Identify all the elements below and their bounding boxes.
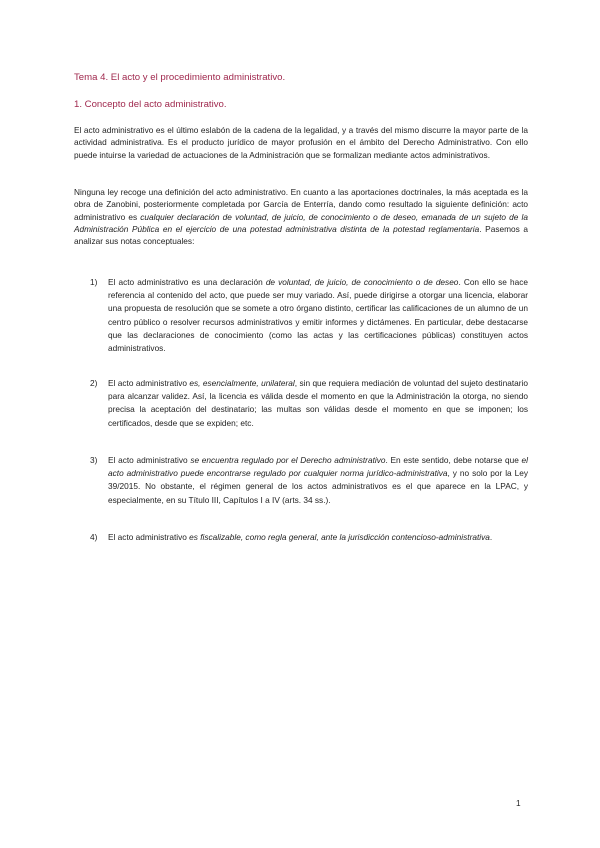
paragraph: Ninguna ley recoge una definición del acto administrativo. En cuanto a las aportaciones doctrinales, la más aceptada es la obra de Zanobini, posteriormente completada por García de Enterría, dando como resultado la siguiente definición: acto administrativo es cualquier declaración de voluntad, de juicio, de conocimiento o de deseo, emanada de un sujeto de la Administración Pública en el ejercicio de una potestad administrativa distinta de la potestad reglamentaria. Pasemos a analizar sus notas conceptuales: xyxy=(74,187,528,247)
list-item-number: 1) xyxy=(90,277,98,287)
emphasized-text: es, esencialmente, unilateral xyxy=(189,378,295,388)
list-item-text: El acto administrativo es, esencialmente, unilateral, sin que requiera mediación de voluntad del sujeto destinatario para alcanzar validez. Así, la licencia es válida desde el momento en que la Administración la otorga, no siendo precisa la aceptación del destinatario; las multas son válidas desde el momento en que se imponen; los certificados, desde que se expiden; etc. xyxy=(108,378,528,428)
emphasized-text: de voluntad, de juicio, de conocimiento o de deseo xyxy=(265,277,459,287)
list-item-text: El acto administrativo se encuentra regulado por el Derecho administrativo. En este sentido, debe notarse que el acto administrativo puede encontrarse regulado por cualquier norma jurídico-administrativa, y no solo por la Ley 39/2015. No obstante, el régimen general de los actos administrativos es el que aparece en la LPAC, y especialmente, en su Título III, Capítulos I a IV (arts. 34 ss.). xyxy=(108,455,528,505)
paragraph: El acto administrativo es el último eslabón de la cadena de la legalidad, y a través del mismo discurre la mayor parte de la actividad administrativa. Es el producto jurídico de mayor profusión en el ámbito del Derecho Administrativo. Con ello puede intuirse la variedad de actuaciones de la Administración que se formalizan mediante actos administrativos. xyxy=(74,125,528,160)
page-number: 1 xyxy=(516,798,521,808)
list-item-text: El acto administrativo es fiscalizable, como regla general, ante la jurisdicción contencioso-administrativa. xyxy=(108,532,493,542)
document-title: Tema 4. El acto y el procedimiento administrativo. xyxy=(74,72,286,83)
list-item-number: 2) xyxy=(90,378,98,388)
section-heading: 1. Concepto del acto administrativo. xyxy=(74,99,227,110)
emphasized-text: se encuentra regulado por el Derecho administrativo xyxy=(190,455,386,465)
list-item-number: 4) xyxy=(90,532,98,542)
emphasized-text: el acto administrativo puede encontrarse regulado por cualquier norma jurídico-administrativa xyxy=(108,455,528,479)
emphasized-text: cualquier declaración de voluntad, de juicio, de conocimiento o de deseo, emanada de un sujeto de la Administración Pública en el ejercicio de una potestad administrativa distinta de la potestad reglamentaria xyxy=(74,211,528,234)
emphasized-text: es fiscalizable, como regla general, ante la jurisdicción contencioso-administrativa xyxy=(189,532,490,542)
list-item-text: El acto administrativo es una declaración de voluntad, de juicio, de conocimiento o de deseo. Con ello se hace referencia al contenido del acto, que puede ser muy variado. Así, puede dirigirse a otorgar una licencia, elaborar una propuesta de resolución que se somete a otro órgano distinto, certificar las calificaciones de un alumno de un centro público o resolver recursos administrativos y emitir informes y dictámenes. En particular, debe destacarse que las declaraciones de conocimiento (como las actas y las certificaciones públicas) constituyen actos administrativos. xyxy=(108,277,528,354)
list-item-number: 3) xyxy=(90,455,98,465)
